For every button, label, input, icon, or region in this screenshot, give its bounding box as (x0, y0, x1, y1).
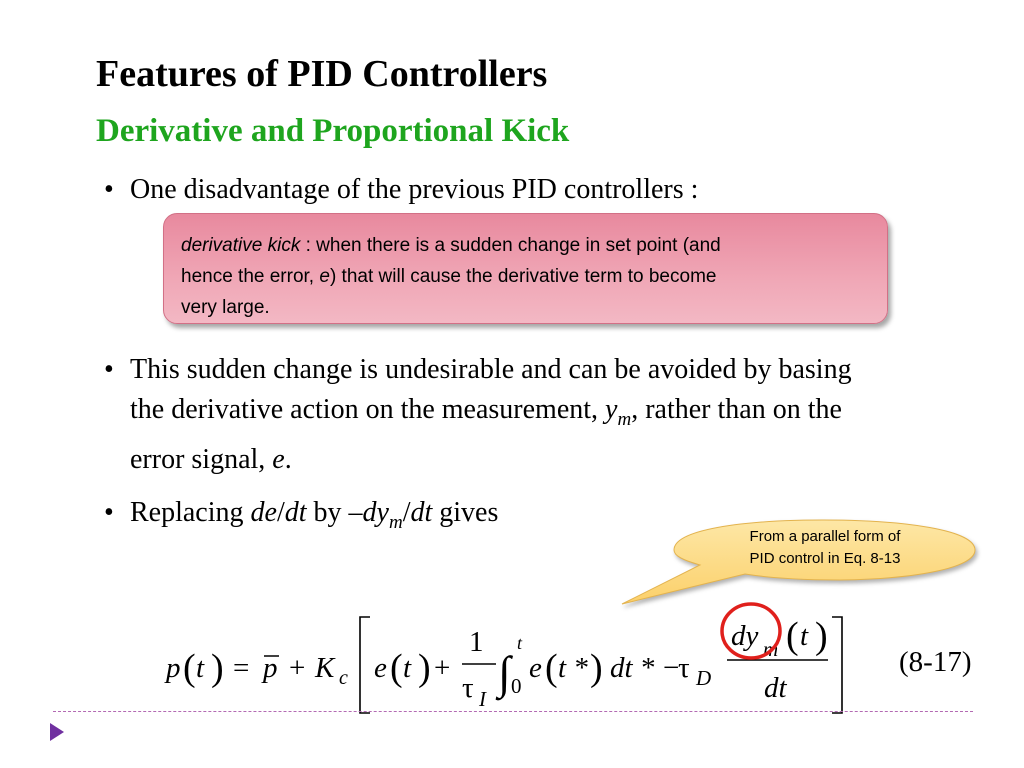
svg-text:t: t (517, 633, 523, 653)
svg-text:c: c (339, 667, 348, 689)
callout-line-2: hence the error, e) that will cause the derivative term to become (181, 266, 717, 287)
svg-text:+: + (289, 652, 306, 684)
bullet-dot: • (104, 174, 114, 205)
svg-text:D: D (696, 666, 712, 690)
svg-text:): ) (211, 647, 224, 689)
svg-text:p: p (263, 652, 278, 684)
svg-text:τ: τ (462, 672, 474, 704)
callout-line-3: very large. (181, 297, 270, 318)
svg-text:I: I (479, 687, 486, 711)
svg-text:τ: τ (678, 652, 690, 684)
svg-text:K: K (315, 652, 335, 684)
svg-text:): ) (590, 647, 603, 689)
bullet-3-text: Replacing de/dt by $-dy_m/dt$ gives (130, 497, 499, 533)
svg-text:): ) (815, 615, 828, 657)
svg-text:∫: ∫ (498, 647, 511, 698)
svg-text:(: ( (545, 647, 558, 689)
bullet-dot: • (104, 497, 114, 528)
svg-text:t: t (403, 652, 412, 684)
svg-text:(: ( (183, 647, 196, 689)
footer-divider (53, 711, 973, 712)
slide-title: Features of PID Controllers (96, 53, 548, 95)
svg-text:): ) (418, 647, 431, 689)
svg-text:t: t (800, 620, 809, 652)
triangle-right-icon[interactable] (50, 723, 64, 741)
slide-subtitle: Derivative and Proportional Kick (96, 113, 570, 149)
svg-text:0: 0 (511, 674, 522, 698)
svg-text:dt *: dt * (610, 652, 655, 684)
svg-text:t *: t * (558, 652, 588, 684)
svg-text:(: ( (390, 647, 403, 689)
svg-text:1: 1 (469, 626, 484, 658)
svg-text:(: ( (786, 615, 799, 657)
svg-text:=: = (233, 652, 250, 684)
svg-text:+: + (434, 652, 451, 684)
svg-text:m: m (763, 637, 779, 661)
bullet-1-text: One disadvantage of the previous PID controllers : (130, 174, 699, 205)
bullet-2-text: This sudden change is undesirable and can be avoided by basing the derivative action on the measurement, $y_m$, rather than on the error signal, e. (130, 354, 852, 475)
speech-bubble-text: From a parallel form of PID control in Eq. 8-13 (749, 528, 901, 567)
svg-text:−: − (663, 652, 680, 684)
svg-text:dy: dy (731, 620, 759, 652)
equation-number: (8-17) (899, 646, 972, 678)
svg-text:e: e (529, 652, 542, 684)
eq-p: p (166, 652, 181, 684)
svg-text:dt: dt (764, 672, 787, 704)
bullet-dot: • (104, 354, 114, 385)
callout-term: derivative kick (181, 235, 301, 256)
svg-text:e: e (374, 652, 387, 684)
callout-line-1: derivative kick : when there is a sudden change in set point (and (181, 235, 721, 256)
svg-text:t: t (196, 652, 205, 684)
